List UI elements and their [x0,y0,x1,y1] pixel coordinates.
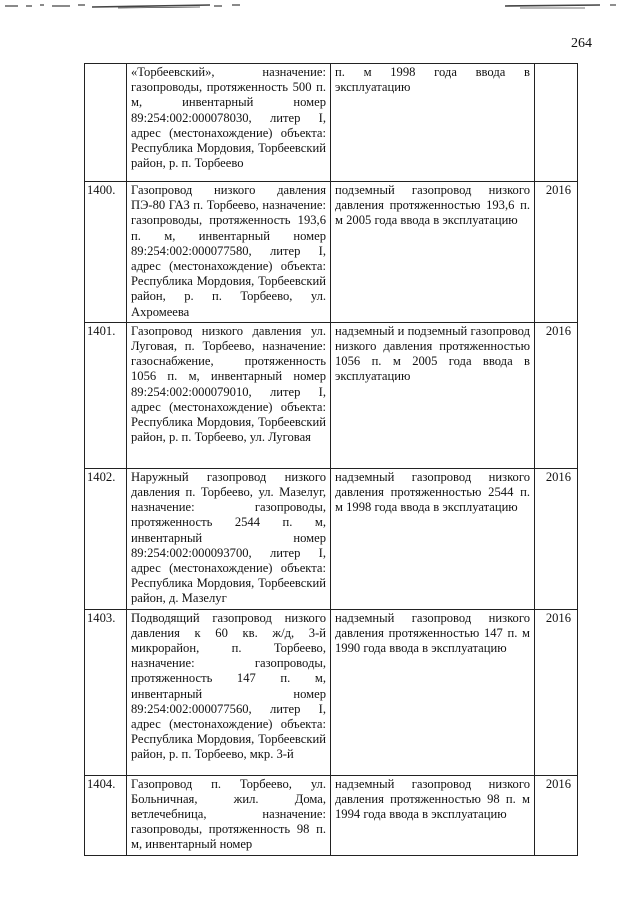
technical-characteristics: надземный газопровод низкого давления протяженностью 147 п. м 1990 года ввода в эксплуатацию [335,610,530,656]
table-row [85,322,578,468]
property-registry-table [84,63,578,856]
row-number: 1401. [85,322,127,468]
technical-characteristics: подземный газопровод низкого давления протяженностью 193,6 п. м 2005 года ввода в эксплуатацию [335,183,530,228]
year-cell: 2016 [535,182,578,323]
technical-characteristics: надземный газопровод низкого давления протяженностью 2544 п. м 1998 года ввода в эксплуатацию [335,469,530,515]
row-number: 1402. [85,468,127,609]
table-row [85,609,578,775]
row-number: 1400. [85,182,127,323]
object-description: Газопровод п. Торбеево, ул. Больничная, жил. Дома, ветлечебница, назначение: газопроводы, протяженность 98 п. м, инвентарный номер [131,776,326,852]
page-number: 264 [571,36,592,51]
table-row [85,468,578,609]
technical-characteristics: надземный газопровод низкого давления протяженностью 98 п. м 1994 года ввода в эксплуатацию [335,776,530,822]
object-description: Газопровод низкого давления ПЭ-80 ГАЗ п. Торбеево, назначение: газопроводы, протяженность 193,6 п. м, инвентарный номер 89:254:002:000077580, литер I, адрес (местонахождение) объекта: Республика Мордовия, Торбеевский район, р. п. Торбеево, ул. Ахромеева [131,183,326,319]
object-description: Наружный газопровод низкого давления п. Торбеево, ул. Мазелуг, назначение: газопроводы, протяженность 2544 п. м, инвентарный номер 89:254:002:000093700, литер I, адрес (местонахождение) объекта: Республика Мордовия, Торбеевский район, д. Мазелуг [131,469,326,606]
year-cell: 2016 [535,775,578,855]
object-description: Газопровод низкого давления ул. Луговая, п. Торбеево, назначение: газоснабжение, протяженность 1056 п. м, инвентарный номер 89:254:002:000079010, литер I, адрес (местонахождение) объекта: Республика Мордовия, Торбеевский район, р. п. Торбеево, ул. Луговая [131,323,326,445]
table-row [85,775,578,855]
object-description: «Торбеевский», назначение: газопроводы, протяженность 500 п. м, инвентарный номер 89:254:002:000078030, литер I, адрес (местонахождение) объекта: Республика Мордовия, Торбеевский район, р. п. Торбеево [131,65,326,171]
table-row [85,64,578,182]
row-number [85,64,127,182]
year-cell [535,64,578,182]
year-cell: 2016 [535,322,578,468]
table-row [85,182,578,323]
technical-characteristics: п. м 1998 года ввода в эксплуатацию [335,65,530,95]
row-number: 1404. [85,775,127,855]
scan-edge-marks [0,0,640,14]
object-description: Подводящий газопровод низкого давления к 60 кв. ж/д, 3-й микрорайон, п. Торбеево, назначение: газопроводы, протяженность 147 п. м, инвентарный номер 89:254:002:000077560, литер I, адрес (местонахождение) объекта: Республика Мордовия, Торбеевский район, р. п. Торбеево, мкр. 3-й [131,610,326,762]
row-number: 1403. [85,609,127,775]
year-cell: 2016 [535,468,578,609]
technical-characteristics: надземный и подземный газопровод низкого давления протяженностью 1056 п. м 2005 года ввода в эксплуатацию [335,323,530,384]
year-cell: 2016 [535,609,578,775]
